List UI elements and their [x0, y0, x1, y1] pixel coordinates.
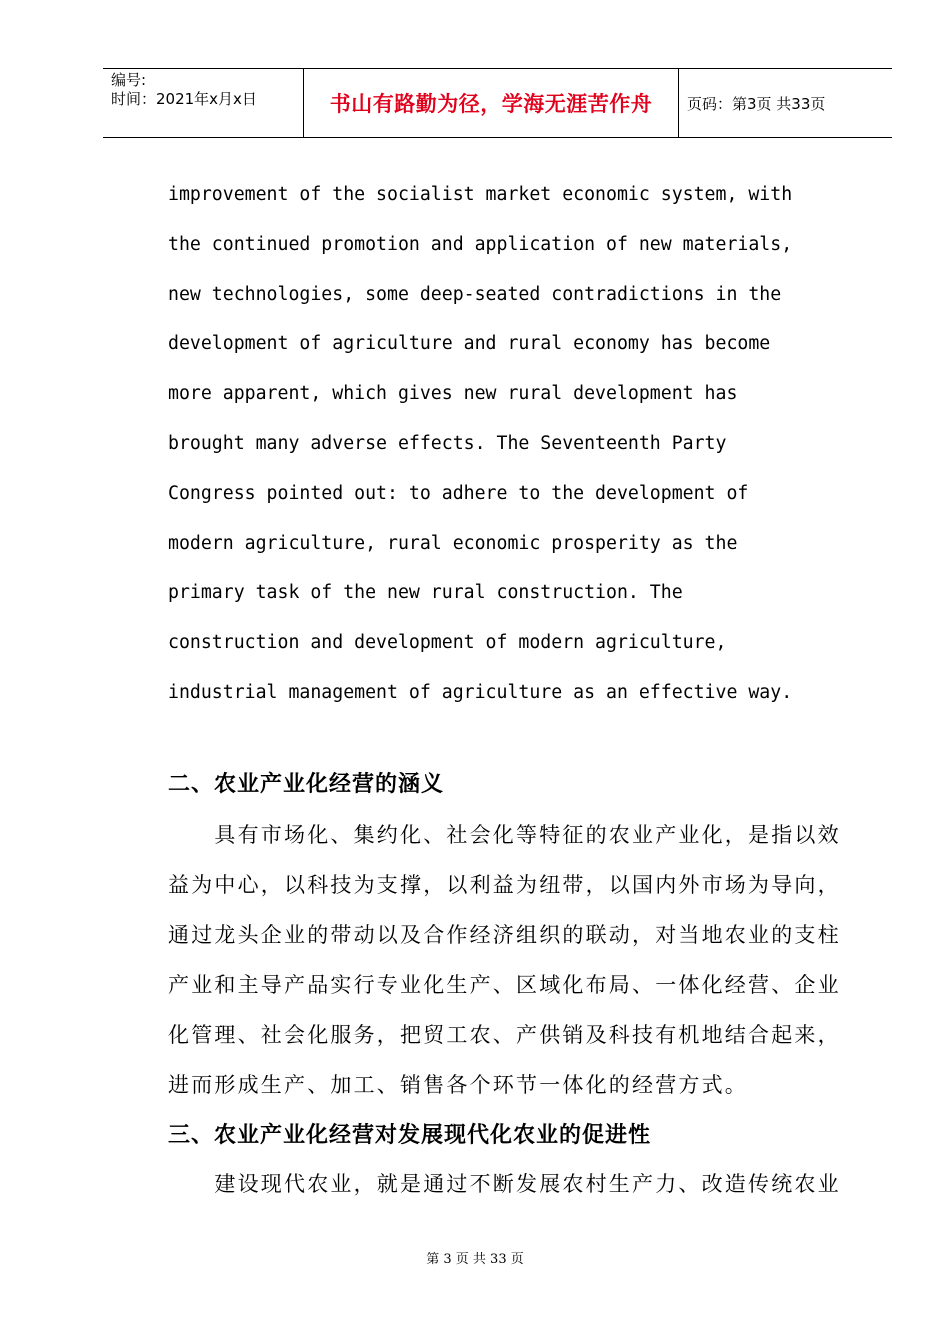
- page-footer: 第 3 页 共 33 页: [426, 1252, 524, 1267]
- header-meta: [103, 69, 304, 137]
- english-line: development of agriculture and rural economy has become: [168, 333, 771, 355]
- section-3-heading: 三、农业产业化经营对发展现代化农业的促进性: [168, 1123, 652, 1148]
- english-line: more apparent, which gives new rural development has: [168, 383, 738, 405]
- english-line: construction and development of modern agriculture,: [168, 632, 727, 654]
- section-2-line: 化管理、社会化服务，把贸工农、产供销及科技有机地结合起来，: [168, 1023, 841, 1047]
- section-2-line: 具有市场化、集约化、社会化等特征的农业产业化，是指以效: [168, 823, 841, 847]
- page-header: [103, 68, 892, 138]
- english-line: industrial management of agriculture as an effective way.: [168, 681, 793, 703]
- header-time-label: 时间：2021年x月x日: [111, 90, 257, 108]
- section-2-line: 产业和主导产品实行专业化生产、区域化布局、一体化经营、企业: [168, 973, 841, 997]
- section-2-line: 益为中心，以科技为支撑，以利益为纽带，以国内外市场为导向，: [168, 873, 841, 897]
- english-line: modern agriculture, rural economic prosperity as the: [168, 532, 738, 554]
- english-line: new technologies, some deep-seated contradictions in the: [168, 283, 782, 305]
- english-line: improvement of the socialist market economic system, with: [168, 184, 793, 205]
- english-line: brought many adverse effects. The Seventeenth Party: [168, 432, 727, 454]
- header-number-label: 编号:: [111, 71, 147, 89]
- english-line: the continued promotion and application of new materials,: [168, 233, 793, 255]
- section-2-line: 进而形成生产、加工、销售各个环节一体化的经营方式。: [168, 1073, 748, 1097]
- header-motto: 书山有路勤为径，学海无涯苦作舟: [304, 69, 679, 137]
- header-page-label: 页码：第3页 共33页: [687, 94, 826, 113]
- section-2-line: 通过龙头企业的带动以及合作经济组织的联动，对当地农业的支柱: [168, 923, 841, 947]
- english-line: Congress pointed out: to adhere to the development of: [168, 482, 749, 504]
- section-2-heading: 二、农业产业化经营的涵义: [168, 772, 445, 797]
- english-paragraph: [168, 170, 828, 718]
- english-line: primary task of the new rural construction. The: [168, 582, 683, 604]
- section-3-line: 建设现代农业，就是通过不断发展农村生产力、改造传统农业: [168, 1172, 841, 1196]
